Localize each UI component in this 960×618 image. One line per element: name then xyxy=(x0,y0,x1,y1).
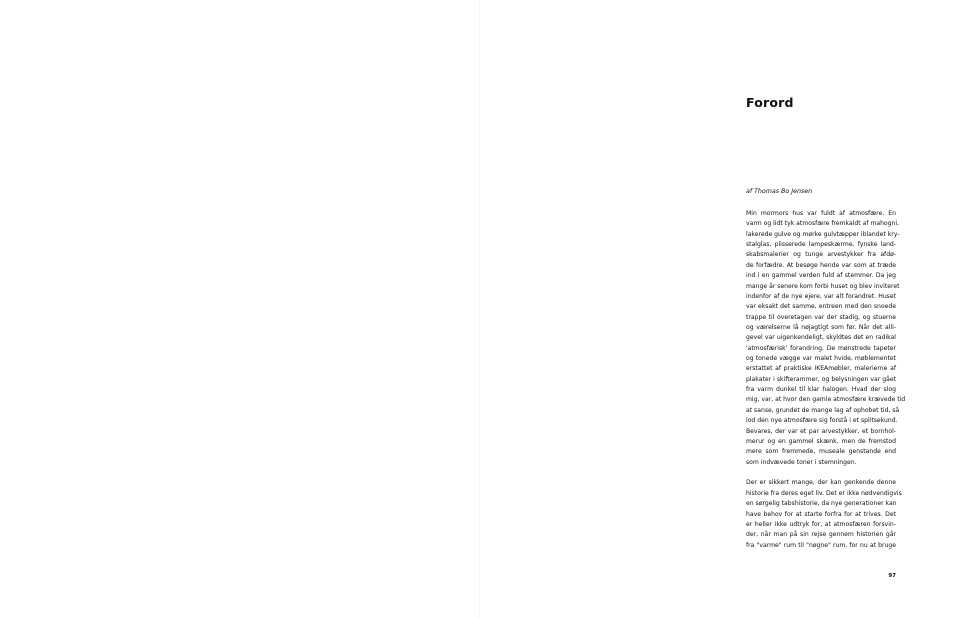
paragraph-1 xyxy=(746,209,906,468)
text-line: og værelserne lå nøjagtigt som før. Når det alli- xyxy=(746,323,896,331)
author-byline: af Thomas Bo Jensen xyxy=(746,188,813,195)
body-text xyxy=(746,209,906,551)
text-line: historie fra deres eget liv. Det er ikke nødvendigvis xyxy=(746,489,902,497)
text-line: trappe til overetagen var der stadig, og stuerne xyxy=(746,313,896,321)
text-line: skabsmalerier og tunge arvestykker fra afdø- xyxy=(746,251,896,259)
page-gutter xyxy=(479,0,480,618)
text-line: mange år senere kom forbi huset og blev inviteret xyxy=(746,282,900,290)
text-line: fra "varme" rum til "nøgne" rum, for nu at bruge xyxy=(746,541,896,549)
text-line: og tonede vægge var malet hvide, møblementet xyxy=(746,355,896,363)
text-line: lakerede gulve og mørke gulvtæpper iblandet kry- xyxy=(746,230,900,238)
text-line: der, når man på sin rejse gennem historien går xyxy=(746,531,896,539)
text-line: Min mormors hus var fuldt af atmosfære. En xyxy=(746,210,896,217)
text-line: de forfædre. At besøge hende var som at træde xyxy=(746,261,896,269)
page-number: 97 xyxy=(888,573,896,579)
text-line: ind i en gammel verden fuld af stemmer. Da jeg xyxy=(746,272,896,280)
text-line: indenfor af de nye ejere, var alt forandret. Huset xyxy=(746,292,896,300)
text-line: mere som fremmede, museale genstande end xyxy=(746,448,896,456)
text-line: gevel var uigenkendeligt, skyldtes det en radikal xyxy=(746,334,896,342)
text-line: 'atmosfærisk' forandring. De mønstrede tapeter xyxy=(746,344,896,352)
text-line: stalglas, plisserede lampeskærme, fynske land- xyxy=(746,241,896,249)
text-line: mig, var, at hvor den gamle atmosfære krævede tid xyxy=(746,396,906,404)
text-line: en sørgelig tabshistorie, da nye generationer kan xyxy=(746,500,897,508)
text-line: som indvævede toner i stemningen. xyxy=(746,458,857,466)
text-line: Bevares, der var et par arvestykker, et bornhol- xyxy=(746,427,896,435)
text-line: at sanse, grundet de mange lag af ophobet tid, så xyxy=(746,406,900,414)
text-line: er heller ikke udtryk for, at atmosfæren forsvin- xyxy=(746,520,896,528)
text-line: var eksakt det samme, entreen med den snoede xyxy=(746,303,896,311)
text-line: Der er sikkert mange, der kan genkende denne xyxy=(746,479,896,487)
paragraph-2 xyxy=(746,478,902,551)
text-line: have behov for at starte forfra for at trives. Det xyxy=(746,510,896,518)
page-title: Forord xyxy=(746,95,794,110)
text-line: plakater i skifterammer, og belysningen var gået xyxy=(746,375,896,383)
text-line: lod den nye atmosfære sig forstå i et splitsekund. xyxy=(746,417,898,425)
text-line: varm og lidt tyk atmosfære fremkaldt af mahogni, xyxy=(746,220,900,228)
text-line: erstattet af praktiske IKEAmøbler, malerierne af xyxy=(746,365,896,373)
text-line: fra varm dunkel til klar halogen. Hvad der slog xyxy=(746,386,896,394)
text-line: merur og en gammel skænk, men de fremstod xyxy=(746,437,896,445)
